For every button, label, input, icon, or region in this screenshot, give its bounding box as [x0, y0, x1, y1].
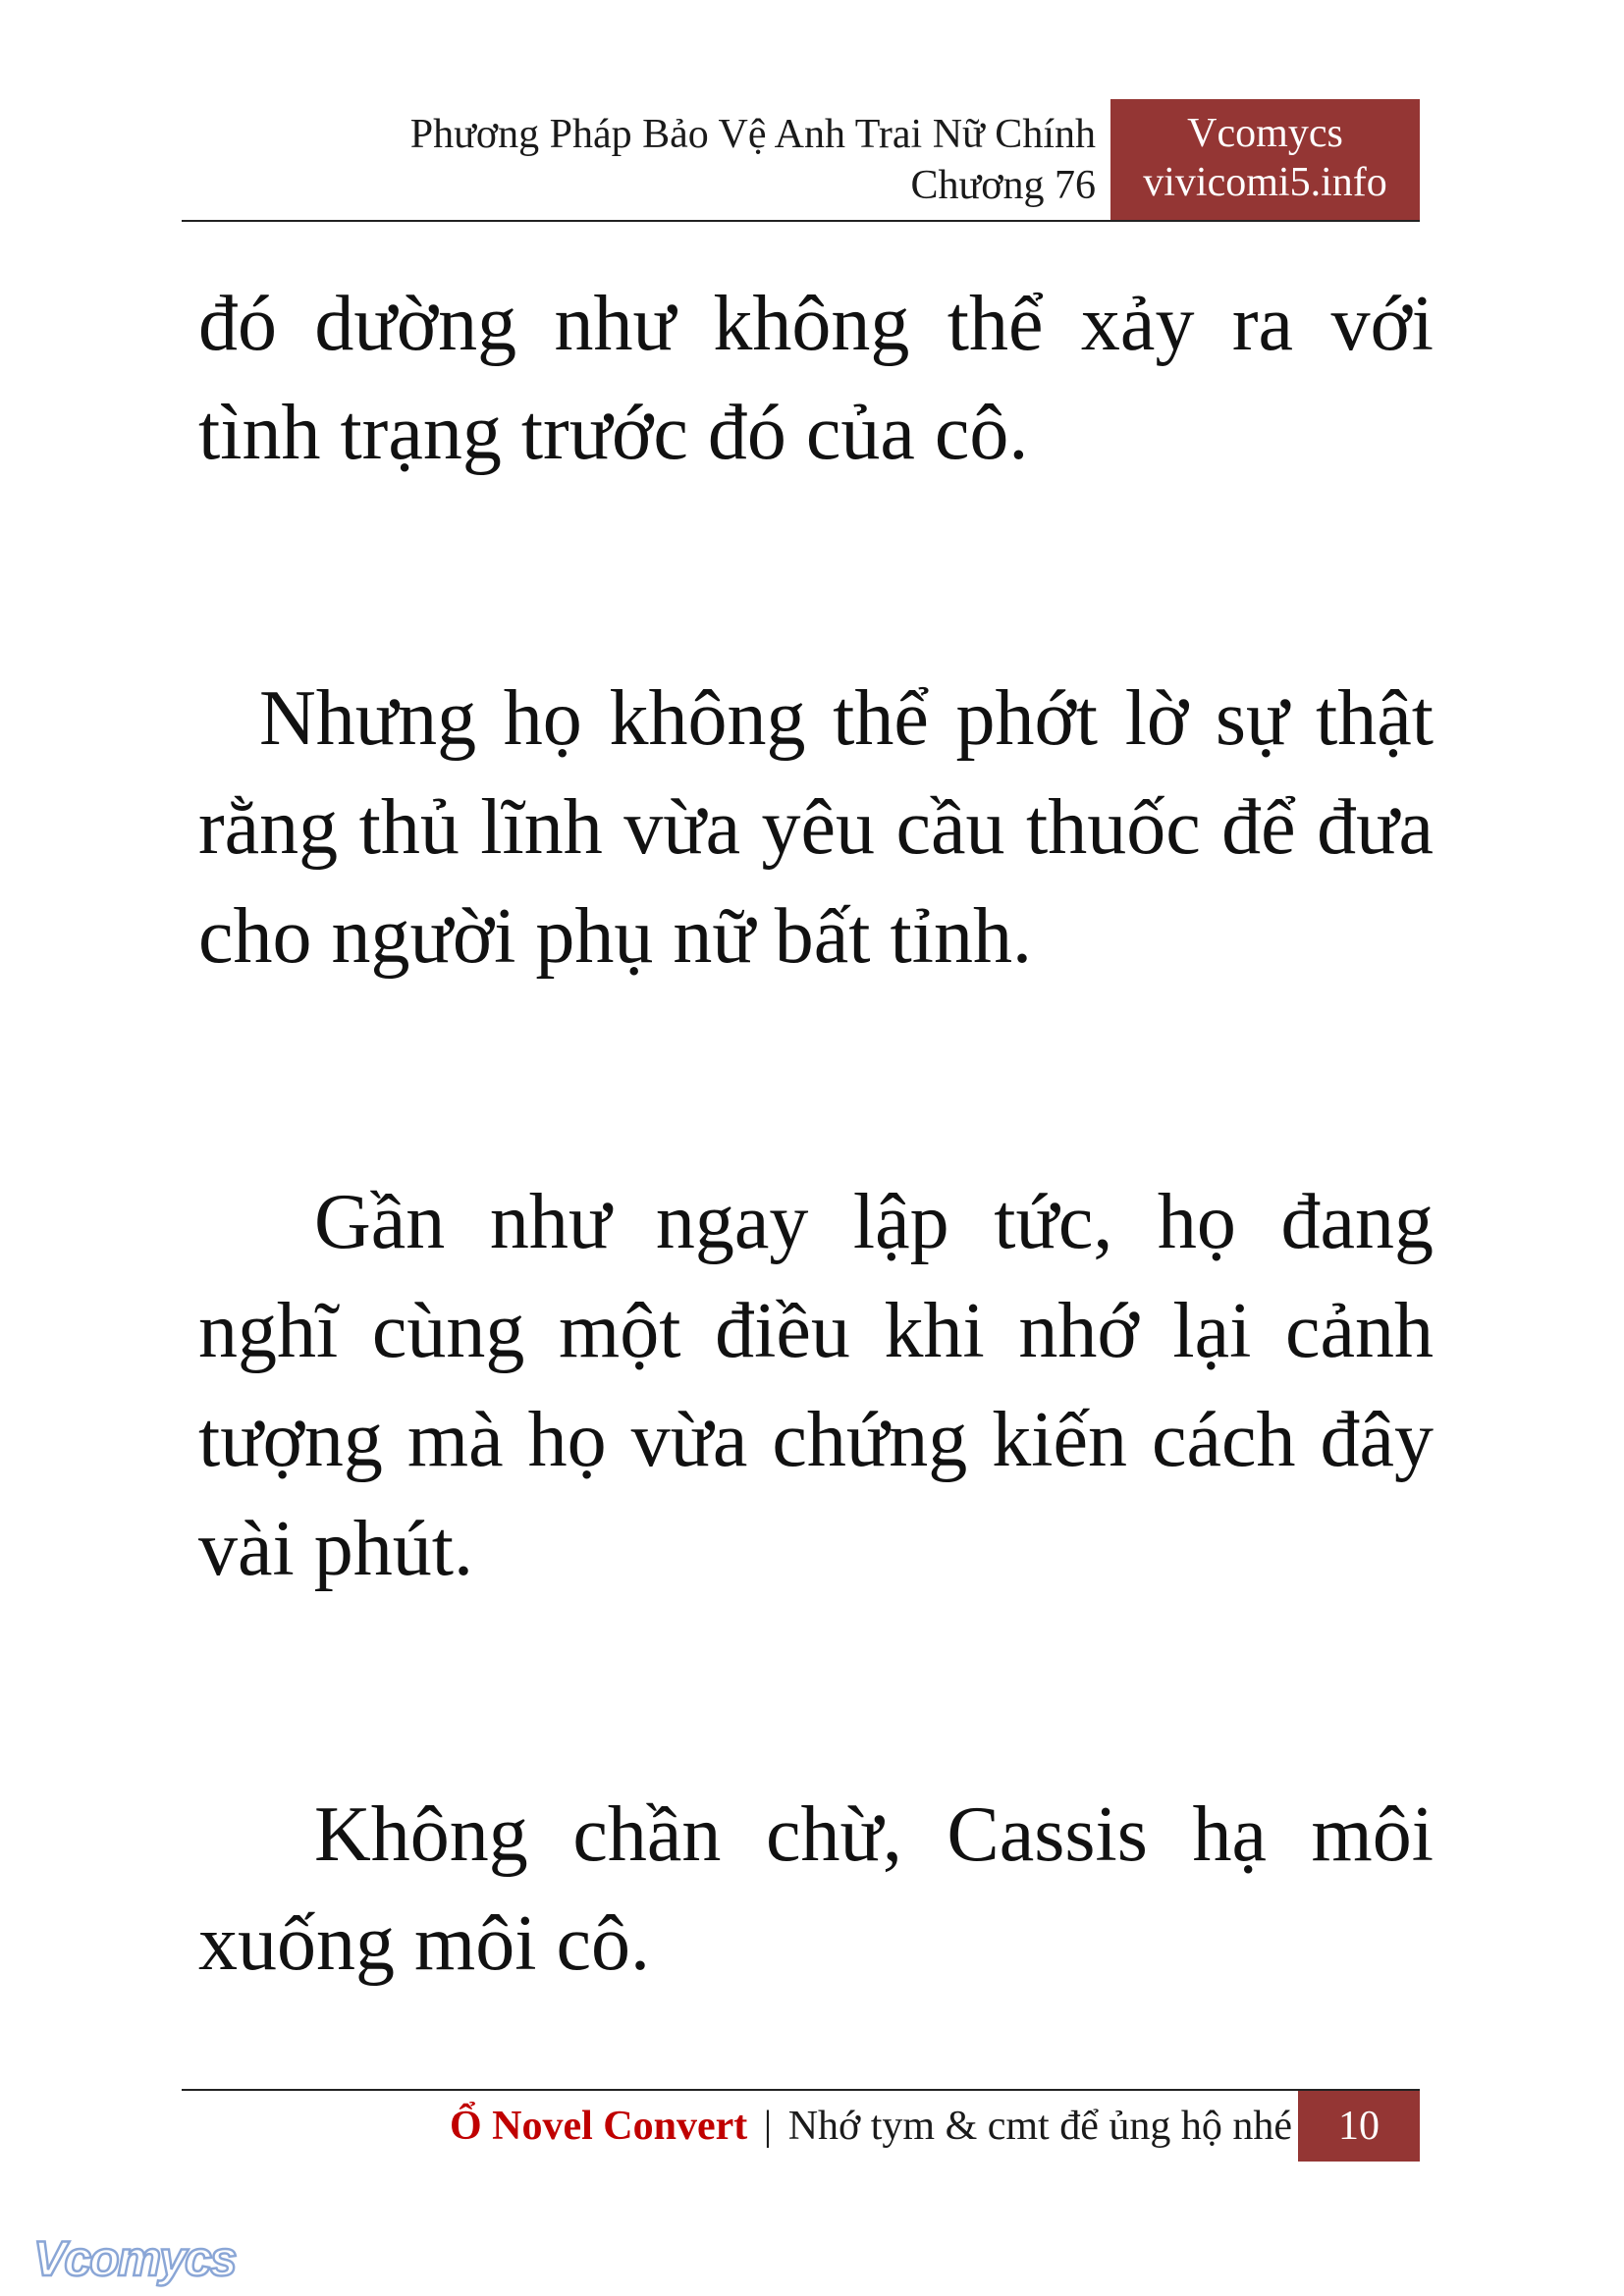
header-divider — [182, 220, 1420, 222]
footer-separator: | — [763, 2104, 773, 2149]
site-url: vivicomi5.info — [1143, 160, 1387, 205]
footer-text — [450, 2101, 1292, 2152]
chapter-content — [198, 270, 1434, 1999]
page-number: 10 — [1298, 2091, 1420, 2162]
paragraph-1: đó dường như không thể xảy ra với tình trạng trước đó của cô. — [198, 281, 1434, 476]
page-footer — [182, 2091, 1420, 2162]
paragraph-3: Gần như ngay lập tức, họ đang nghĩ cùng một điều khi nhớ lại cảnh tượng mà họ vừa chứng kiến cách đây vài phút. — [198, 1179, 1434, 1592]
paragraph-2: Nhưng họ không thể phớt lờ sự thật rằng thủ lĩnh vừa yêu cầu thuốc để đưa cho người phụ nữ bất tỉnh. — [198, 675, 1434, 980]
vcomycs-logo-icon — [29, 2226, 245, 2295]
page-header — [182, 99, 1420, 220]
svg-text:Vcomycs: Vcomycs — [33, 2231, 236, 2286]
book-title: Phương Pháp Bảo Vệ Anh Trai Nữ Chính — [409, 112, 1096, 157]
paragraph-4: Không chần chừ, Cassis hạ môi xuống môi cô. — [198, 1791, 1434, 1987]
footer-note: Nhớ tym & cmt để ủng hộ nhé — [787, 2104, 1292, 2149]
header-titles — [410, 109, 1096, 211]
chapter-label: Chương 76 — [910, 163, 1096, 208]
site-name: Vcomycs — [1187, 111, 1343, 156]
footer-brand: Ổ Novel Convert — [449, 2104, 748, 2149]
site-badge — [1110, 99, 1420, 220]
